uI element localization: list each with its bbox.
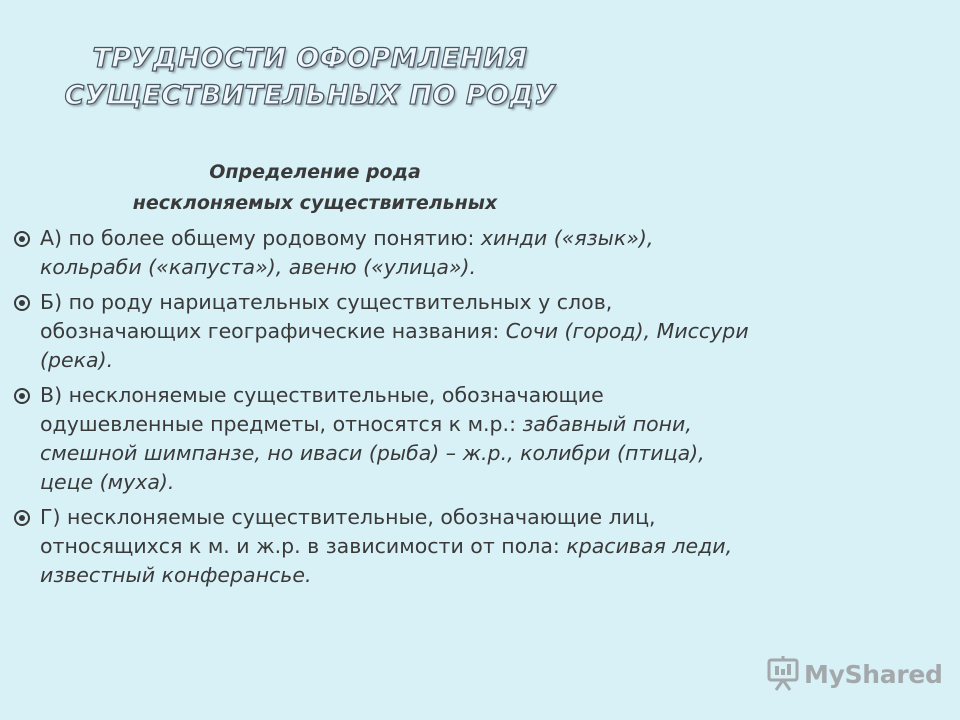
rule-text: А) по более общему родовому понятию: xyxy=(40,226,481,250)
slide-subtitle-line-2: несклоняемых существительных xyxy=(132,192,498,214)
rule-examples: хинди («язык»), кольраби («капуста»), авеню («улица»). xyxy=(40,226,654,279)
radio-bullet-icon xyxy=(14,295,30,311)
slide-subtitle-line-1: Определение рода xyxy=(209,161,421,183)
rule-text: Б) по роду нарицательных существительных у слов, обозначающих географические названия: xyxy=(40,290,613,343)
rules-list xyxy=(14,224,754,596)
logo-text: MyShared xyxy=(804,659,943,689)
rule-examples: забавный пони, смешной шимпанзе, но иваси (рыба) – ж.р., колибри (птица), цеце (муха). xyxy=(40,412,705,494)
radio-bullet-icon xyxy=(14,231,30,247)
slide-title xyxy=(0,40,620,114)
rule-text: В) несклоняемые существительные, обозначающие одушевленные предметы, относятся к м.р.: xyxy=(40,383,604,436)
radio-bullet-icon xyxy=(14,510,30,526)
rule-examples: Сочи (город), Миссури (река). xyxy=(40,319,749,372)
myshared-logo[interactable] xyxy=(766,654,943,694)
presentation-board-icon xyxy=(766,656,800,692)
rule-item-d xyxy=(14,503,754,590)
rule-item-a xyxy=(14,224,754,282)
slide-subtitle xyxy=(0,157,630,219)
slide-title-line-2: СУЩЕСТВИТЕЛЬНЫХ ПО РОДУ xyxy=(64,80,556,111)
rule-item-b xyxy=(14,288,754,375)
rule-text: Г) несклоняемые существительные, обозначающие лиц, относящихся к м. и ж.р. в зависимости от пола: xyxy=(40,505,656,558)
radio-bullet-icon xyxy=(14,388,30,404)
rule-examples: красивая леди, известный конферансье. xyxy=(40,534,733,587)
rule-item-c xyxy=(14,381,754,497)
slide-title-line-1: ТРУДНОСТИ ОФОРМЛЕНИЯ xyxy=(92,43,528,74)
